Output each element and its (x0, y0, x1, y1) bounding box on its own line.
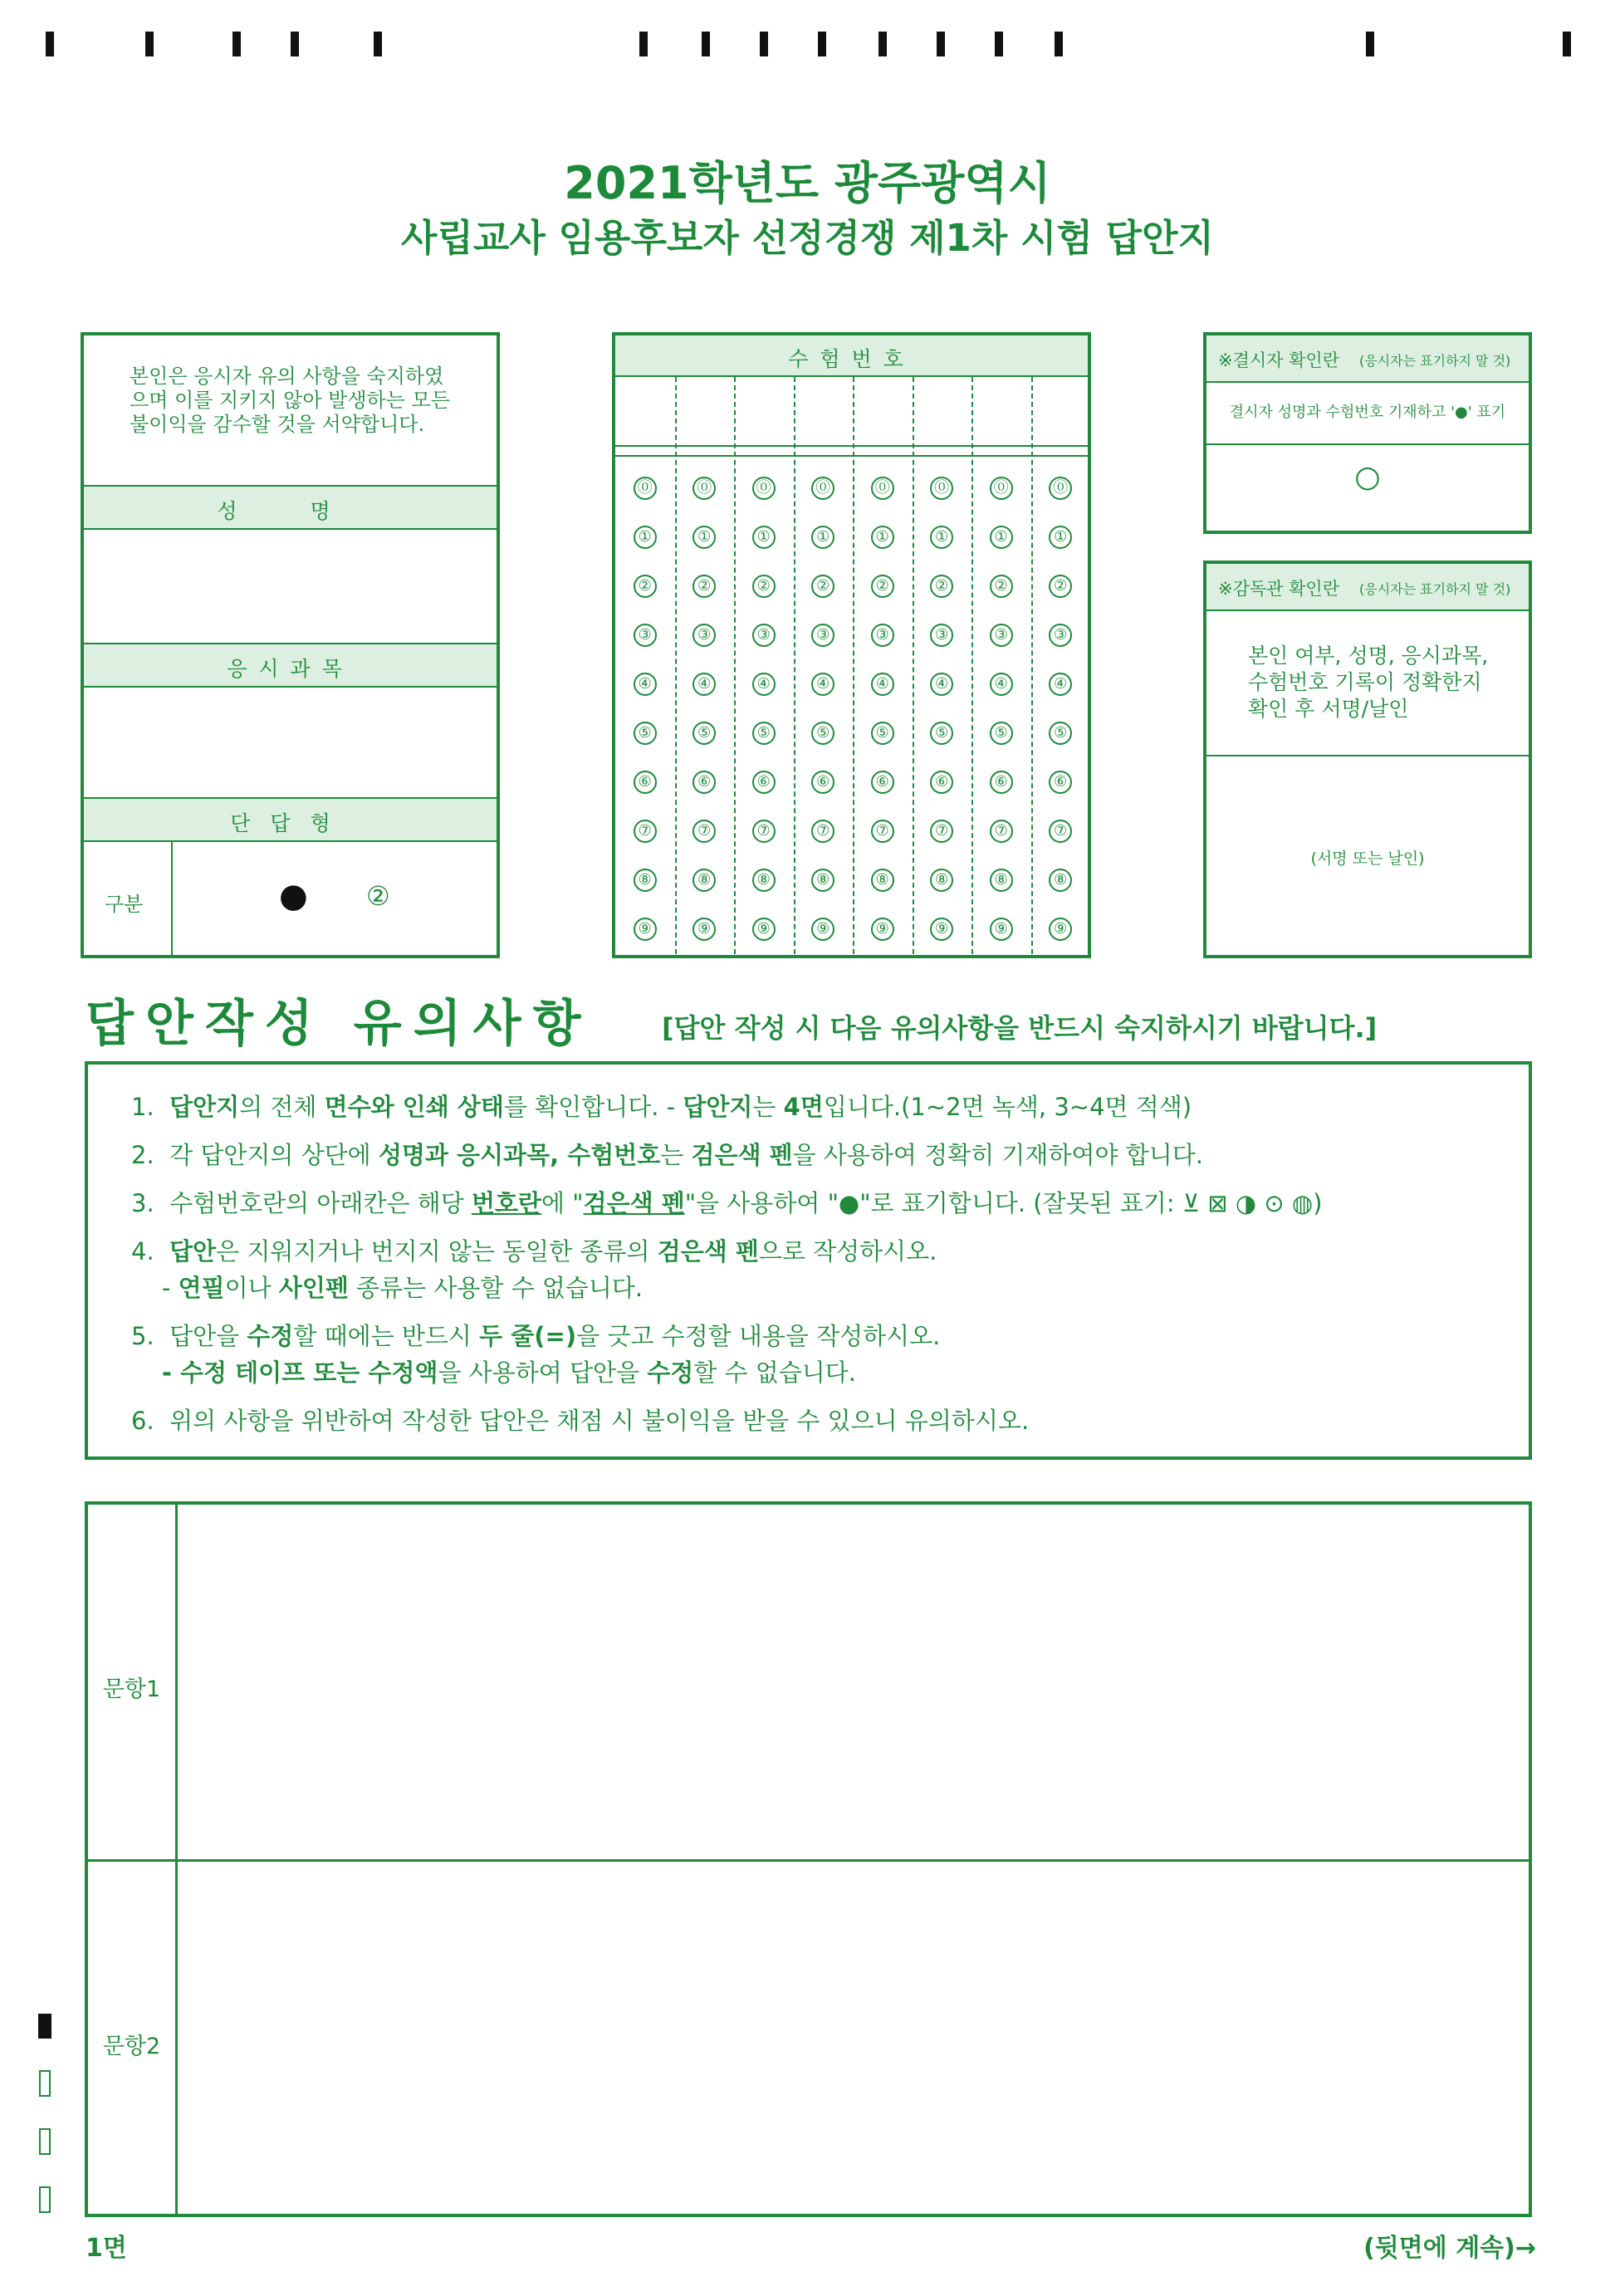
timing-mark (291, 32, 299, 56)
exam-digit-bubble[interactable]: ② (871, 575, 894, 598)
exam-number-write-cell[interactable] (973, 377, 1030, 443)
exam-digit-bubble[interactable]: ⑦ (692, 820, 716, 843)
name-header (84, 485, 497, 530)
exam-digit-bubble[interactable]: ⓪ (692, 477, 716, 500)
timing-mark (995, 32, 1003, 56)
question-2-label: 문항2 (102, 2034, 161, 2059)
absent-title: ※결시자 확인란 (1218, 350, 1339, 370)
exam-digit-bubble[interactable]: ④ (634, 673, 657, 696)
exam-digit-bubble[interactable]: ⑦ (634, 820, 657, 843)
exam-digit-bubble[interactable]: ① (871, 526, 894, 549)
absent-instruction: 결시자 성명과 수험번호 기재하고 '●' 표기 (1206, 381, 1529, 445)
exam-digit-bubble[interactable]: ⑦ (1049, 820, 1072, 843)
exam-digit-bubble[interactable]: ④ (1049, 673, 1072, 696)
exam-digit-bubble[interactable]: ① (634, 526, 657, 549)
absent-note: (응시자는 표기하지 말 것) (1359, 353, 1511, 369)
exam-digit-bubble[interactable]: ① (1049, 526, 1072, 549)
timing-mark (145, 32, 154, 56)
exam-digit-bubble[interactable]: ⑨ (692, 918, 716, 941)
exam-digit-bubble[interactable]: ⑦ (871, 820, 894, 843)
exam-digit-bubble[interactable]: ⑤ (871, 722, 894, 745)
timing-mark (374, 32, 382, 56)
exam-digit-bubble[interactable]: ③ (634, 624, 657, 647)
supervisor-sign-hint: (서명 또는 날인) (1310, 849, 1425, 868)
exam-digit-bubble[interactable]: ⓪ (990, 477, 1013, 500)
exam-digit-bubble[interactable]: ⓪ (752, 477, 776, 500)
continue-note: (뒷면에 계속)→ (1363, 2234, 1536, 2263)
exam-digit-bubble[interactable]: ④ (692, 673, 716, 696)
notice-item-6: 6. 위의 사항을 위반하여 작성한 답안은 채점 시 불이익을 받을 수 있으니 유의하시오. (131, 1407, 1030, 1435)
timing-mark (1055, 32, 1063, 56)
exam-digit-bubble[interactable]: ② (990, 575, 1013, 598)
exam-digit-bubble[interactable]: ③ (1049, 624, 1072, 647)
exam-number-header (615, 335, 1088, 377)
answer-area (85, 1501, 1532, 2217)
exam-digit-bubble[interactable]: ① (930, 526, 953, 549)
notice-list (131, 1083, 1510, 1445)
exam-digit-bubble[interactable]: ⑧ (1049, 869, 1072, 892)
notice-item-1: 1. 답안지의 전체 면수와 인쇄 상태를 확인합니다. - 답안지는 4면입니다.(1~2면 녹색, 3~4면 적색) (131, 1093, 1192, 1121)
exam-digit-bubble[interactable]: ⓪ (871, 477, 894, 500)
exam-digit-bubble[interactable]: ④ (871, 673, 894, 696)
exam-number-write-cell[interactable] (914, 377, 971, 443)
exam-digit-bubble[interactable]: ③ (811, 624, 834, 647)
column-divider (913, 377, 914, 954)
timing-mark (1366, 32, 1374, 56)
name-label: 성 명 (217, 499, 364, 523)
exam-digit-bubble[interactable]: ④ (990, 673, 1013, 696)
notice-item-2: 2. 각 답안지의 상단에 성명과 응시과목, 수험번호는 검은색 펜을 사용하여 정확히 기재하여야 합니다. (131, 1141, 1203, 1169)
absent-header (1206, 335, 1529, 383)
timing-mark (639, 32, 648, 56)
side-mark (39, 2070, 51, 2097)
exam-digit-bubble[interactable]: ② (930, 575, 953, 598)
exam-number-separator (615, 445, 1088, 457)
absent-mark[interactable]: ○ (1354, 460, 1381, 494)
exam-digit-bubble[interactable]: ③ (752, 624, 776, 647)
exam-digit-bubble[interactable]: ⑤ (634, 722, 657, 745)
exam-digit-bubble[interactable]: ② (634, 575, 657, 598)
exam-digit-bubble[interactable]: ⑧ (990, 869, 1013, 892)
exam-digit-bubble[interactable]: ⑥ (930, 771, 953, 794)
exam-digit-bubble[interactable]: ① (990, 526, 1013, 549)
exam-digit-bubble[interactable]: ⑧ (752, 869, 776, 892)
page-subtitle: 사립교사 임용후보자 선정경쟁 제1차 시험 답안지 (400, 216, 1215, 260)
exam-digit-bubble[interactable]: ⑥ (990, 771, 1013, 794)
exam-digit-bubble[interactable]: ⑥ (871, 771, 894, 794)
exam-digit-bubble[interactable]: ② (811, 575, 834, 598)
exam-digit-bubble[interactable]: ⑧ (692, 869, 716, 892)
exam-digit-bubble[interactable]: ② (1049, 575, 1072, 598)
notice-title: 답안작성 유의사항 (86, 995, 593, 1053)
exam-number-grid (612, 332, 1091, 958)
exam-digit-bubble[interactable]: ③ (930, 624, 953, 647)
exam-digit-bubble[interactable]: ⑥ (1049, 771, 1072, 794)
question-1-label: 문항1 (102, 1677, 161, 1702)
category-mark-filled[interactable]: ● (279, 877, 308, 915)
notice-item-4: 4. 답안은 지워지거나 번지지 않는 동일한 종류의 검은색 펜으로 작성하시오. - 연필이나 사인펜 종류는 사용할 수 없습니다. (131, 1237, 937, 1302)
subject-label: 응시과목 (227, 657, 354, 681)
answer-type-header (84, 797, 497, 842)
subject-header (84, 643, 497, 688)
applicant-info-panel (81, 332, 500, 958)
exam-digit-bubble[interactable]: ⑨ (752, 918, 776, 941)
exam-digit-bubble[interactable]: ⓪ (634, 477, 657, 500)
timing-mark (232, 32, 241, 56)
timing-mark (702, 32, 710, 56)
timing-mark (818, 32, 826, 56)
exam-digit-bubble[interactable]: ① (692, 526, 716, 549)
category-label: 구분 (105, 893, 144, 916)
exam-digit-bubble[interactable]: ⑤ (692, 722, 716, 745)
notice-item-5: 5. 답안을 수정할 때에는 반드시 두 줄(=)을 긋고 수정할 내용을 작성하시오. - 수정 테이프 또는 수정액을 사용하여 답안을 수정할 수 없습니다. (131, 1322, 941, 1387)
timing-mark (760, 32, 768, 56)
exam-digit-bubble[interactable]: ⑥ (811, 771, 834, 794)
notice-box (85, 1061, 1532, 1460)
exam-digit-bubble[interactable]: ⑨ (871, 918, 894, 941)
exam-digit-bubble[interactable]: ⑧ (634, 869, 657, 892)
name-field[interactable] (84, 528, 497, 641)
supervisor-note: (응시자는 표기하지 말 것) (1359, 581, 1511, 597)
side-mark (38, 2014, 51, 2039)
exam-digit-bubble[interactable]: ⑨ (634, 918, 657, 941)
exam-digit-bubble[interactable]: ⑦ (990, 820, 1013, 843)
exam-digit-bubble[interactable]: ② (692, 575, 716, 598)
supervisor-check-box (1203, 561, 1532, 958)
exam-digit-bubble[interactable]: ④ (811, 673, 834, 696)
exam-digit-bubble[interactable]: ⑦ (752, 820, 776, 843)
exam-digit-bubble[interactable]: ⑦ (930, 820, 953, 843)
page-number: 1면 (86, 2234, 127, 2263)
side-mark (39, 2186, 51, 2213)
column-divider (675, 377, 677, 954)
supervisor-instruction: 본인 여부, 성명, 응시과목, 수험번호 기록이 정확한지 확인 후 서명/날인 (1248, 644, 1489, 721)
column-divider (734, 377, 736, 954)
exam-digit-bubble[interactable]: ⑥ (752, 771, 776, 794)
exam-digit-bubble[interactable]: ⑨ (990, 918, 1013, 941)
exam-digit-bubble[interactable]: ⑨ (1049, 918, 1072, 941)
timing-mark (46, 32, 54, 56)
question-2-answer-field[interactable] (178, 1862, 1529, 2214)
supervisor-sign-field[interactable] (1206, 756, 1529, 955)
notice-item-3: 3. 수험번호란의 아래칸은 해당 번호란에 "검은색 펜"을 사용하여 "●"로 표기합니다. (잘못된 표기: ⊻ ⊠ ◑ ⊙ ◍) (131, 1189, 1323, 1217)
exam-digit-bubble[interactable]: ⑧ (871, 869, 894, 892)
timing-mark (937, 32, 945, 56)
exam-digit-bubble[interactable]: ④ (752, 673, 776, 696)
subject-field[interactable] (84, 686, 497, 797)
column-divider (794, 377, 795, 954)
exam-digit-bubble[interactable]: ⑧ (930, 869, 953, 892)
column-divider (853, 377, 854, 954)
pledge-text: 본인은 응시자 유의 사항을 숙지하였으며 이를 지키지 않아 발생하는 모든 불이익을 감수할 것을 서약합니다. (130, 365, 450, 436)
exam-digit-bubble[interactable]: ⑤ (990, 722, 1013, 745)
supervisor-header (1206, 564, 1529, 611)
exam-digit-bubble[interactable]: ④ (930, 673, 953, 696)
absent-check-box (1203, 332, 1532, 534)
exam-digit-bubble[interactable]: ⑨ (930, 918, 953, 941)
question-1-answer-field[interactable] (178, 1505, 1529, 1859)
exam-digit-bubble[interactable]: ⑤ (930, 722, 953, 745)
column-divider (1031, 377, 1033, 954)
page-title: 2021학년도 광주광역시 (564, 157, 1051, 209)
exam-digit-bubble[interactable]: ⑤ (811, 722, 834, 745)
exam-number-write-cell[interactable] (795, 377, 852, 443)
exam-number-write-cell[interactable] (677, 377, 733, 443)
column-divider (971, 377, 973, 954)
exam-number-write-cell[interactable] (736, 377, 792, 443)
exam-digit-bubble[interactable]: ③ (692, 624, 716, 647)
exam-digit-bubble[interactable]: ⑧ (811, 869, 834, 892)
exam-digit-bubble[interactable]: ⑥ (634, 771, 657, 794)
exam-number-write-cell[interactable] (617, 377, 673, 443)
exam-digit-bubble[interactable]: ⓪ (1049, 477, 1072, 500)
exam-digit-bubble[interactable]: ⑤ (752, 722, 776, 745)
exam-digit-bubble[interactable]: ⑥ (692, 771, 716, 794)
exam-digit-bubble[interactable]: ⑦ (811, 820, 834, 843)
exam-digit-bubble[interactable]: ① (811, 526, 834, 549)
exam-digit-bubble[interactable]: ② (752, 575, 776, 598)
exam-number-write-cell[interactable] (1033, 377, 1089, 443)
exam-digit-bubble[interactable]: ③ (990, 624, 1013, 647)
supervisor-title: ※감독관 확인란 (1218, 579, 1339, 599)
answer-type-label: 단답형 (230, 811, 350, 835)
exam-digit-bubble[interactable]: ⑤ (1049, 722, 1072, 745)
exam-digit-bubble[interactable]: ⓪ (930, 477, 953, 500)
exam-digit-bubble[interactable]: ⓪ (811, 477, 834, 500)
exam-digit-bubble[interactable]: ③ (871, 624, 894, 647)
exam-number-label: 수험번호 (788, 347, 915, 371)
side-mark (39, 2128, 51, 2155)
exam-number-write-cell[interactable] (854, 377, 911, 443)
notice-subtitle: [답안 작성 시 다음 유의사항을 반드시 숙지하시기 바랍니다.] (662, 1012, 1378, 1044)
category-divider (171, 840, 173, 955)
category-mark-option[interactable]: ② (366, 880, 390, 912)
exam-digit-bubble[interactable]: ① (752, 526, 776, 549)
exam-digit-bubble[interactable]: ⑨ (811, 918, 834, 941)
timing-mark (878, 32, 887, 56)
timing-mark (1563, 32, 1571, 56)
